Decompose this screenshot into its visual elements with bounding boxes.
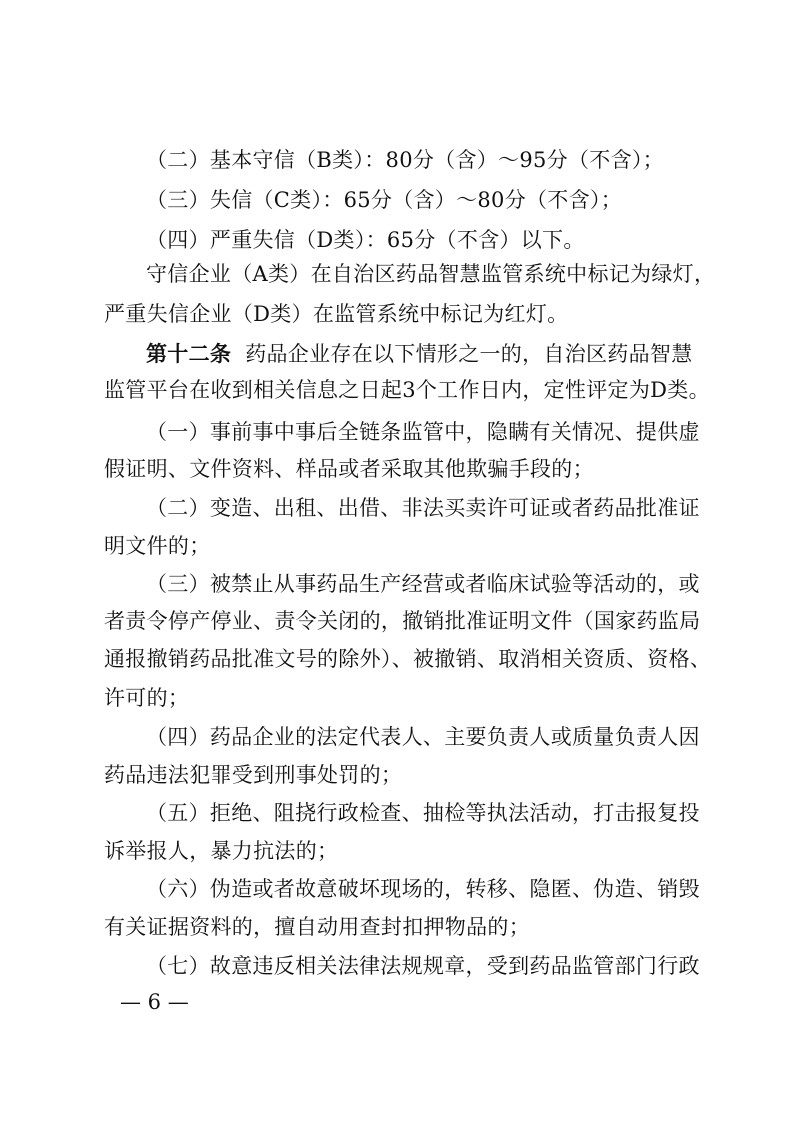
text-line: （一）事前事中事后全链条监管中，隐瞒有关情况、提供虚 [146,420,700,444]
text-line: （三）被禁止从事药品生产经营或者临床试验等活动的，或 [146,572,700,596]
article-line [146,334,696,374]
text-line: 通报撤销药品批准文号的除外）、被撤销、取消相关资质、资格、 [104,647,712,671]
page-number: — 6 — [120,990,189,1014]
text-line: 药品企业存在以下情形之一的，自治区药品智慧 [245,342,693,366]
text-line: 监管平台在收到相关信息之日起3个工作日内，定性评定为D类。 [104,378,710,402]
article-heading: 第十二条 [146,341,232,366]
text-line: （二）变造、出租、出借、非法买卖许可证或者药品批准证 [146,496,700,520]
text-line: （七）故意违反相关法律法规规章，受到药品监管部门行政 [146,954,700,978]
text-line: （三）失信（C类）：65分（含）～80分（不含）； [146,188,623,212]
text-line: （四）严重失信（D类）：65分（不含）以下。 [146,228,585,252]
text-line: 守信企业（A类）在自治区药品智慧监管系统中标记为绿灯， [146,262,716,286]
text-line: 严重失信企业（D类）在监管系统中标记为红灯。 [104,302,569,326]
text-line: 者责令停产停业、责令关闭的，撤销批准证明文件（国家药监局 [104,609,701,633]
text-line: 假证明、文件资料、样品或者采取其他欺骗手段的； [104,457,594,481]
text-line: 明文件的； [104,534,211,558]
text-line: 诉举报人，暴力抗法的； [104,839,339,863]
text-line: （五）拒绝、阻挠行政检查、抽检等执法活动，打击报复投 [146,801,700,825]
text-line: 药品违法犯罪受到刑事处罚的； [104,763,403,787]
text-line: （二）基本守信（B类）：80分（含）～95分（不含）； [146,148,664,172]
text-line: （六）伪造或者故意破坏现场的，转移、隐匿、伪造、销毁 [146,877,700,901]
text-line: 许可的； [104,686,190,710]
text-line: 有关证据资料的，擅自动用查封扣押物品的； [104,915,530,939]
text-line: （四）药品企业的法定代表人、主要负责人或质量负责人因 [146,725,700,749]
